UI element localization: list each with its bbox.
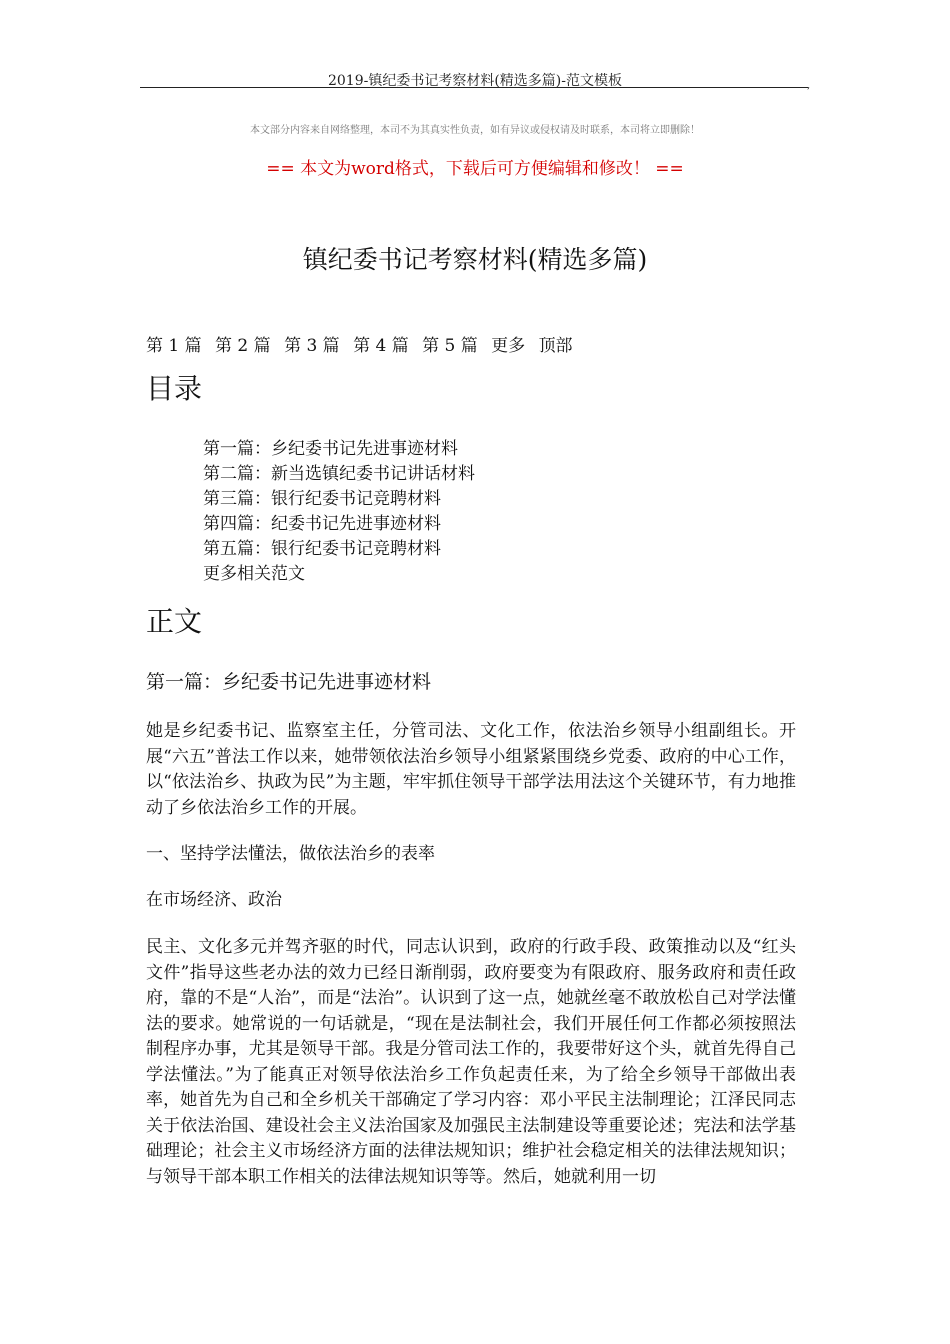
toc-item-2[interactable]: 第二篇：新当选镇纪委书记讲话材料 [203, 464, 475, 484]
section-title: 第一篇：乡纪委书记先进事迹材料 [146, 671, 432, 693]
nav-link-part-2[interactable]: 第 2 篇 [215, 336, 271, 356]
toc-item-5[interactable]: 第五篇：银行纪委书记竞聘材料 [203, 539, 441, 559]
table-of-contents [203, 437, 475, 587]
paragraph-fragment: 在市场经济、政治 [146, 890, 282, 910]
toc-item-more[interactable]: 更多相关范文 [203, 564, 305, 584]
subheading-1: 一、坚持学法懂法，做依法治乡的表率 [146, 844, 435, 864]
document-title: 镇纪委书记考察材料(精选多篇) [302, 245, 648, 274]
nav-link-more[interactable]: 更多 [491, 336, 526, 356]
nav-link-part-3[interactable]: 第 3 篇 [284, 336, 340, 356]
toc-item-3[interactable]: 第三篇：银行纪委书记竞聘材料 [203, 489, 441, 509]
nav-link-top[interactable]: 顶部 [538, 336, 573, 356]
nav-link-part-5[interactable]: 第 5 篇 [422, 336, 478, 356]
page-header-title: 2019-镇纪委书记考察材料(精选多篇)-范文模板 [327, 73, 622, 89]
header-divider [140, 87, 808, 88]
toc-item-1[interactable]: 第一篇：乡纪委书记先进事迹材料 [203, 439, 458, 459]
toc-heading: 目录 [146, 372, 203, 405]
nav-link-part-4[interactable]: 第 4 篇 [353, 336, 409, 356]
section-nav [146, 331, 581, 356]
header-mark: , [807, 80, 811, 91]
paragraph-intro: 她是乡纪委书记、监察室主任，分管司法、文化工作，依法治乡领导小组副组长。开展“六五”普法工作以来，她带领依法治乡领导小组紧紧围绕乡党委、政府的中心工作，以“依法治乡、执政为民”为主题，牢牢抓住领导干部学法用法这个关键环节，有力地推动了乡依法治乡工作的开展。 [146, 721, 796, 818]
nav-link-part-1[interactable]: 第 1 篇 [146, 336, 202, 356]
word-format-banner: == 本文为word格式，下载后可方便编辑和修改！ == [266, 159, 684, 179]
body-heading: 正文 [146, 605, 203, 638]
paragraph-main: 民主、文化多元并驾齐驱的时代，同志认识到，政府的行政手段、政策推动以及“红头文件”指导这些老办法的效力已经日渐削弱，政府要变为有限政府、服务政府和责任政府，靠的不是“人治”，而是“法治”。认识到了这一点，她就丝毫不敢放松自己对学法懂法的要求。她常说的一句话就是，“现在是法制社会，我们开展任何工作都必须按照法制程序办事，尤其是领导干部。我是分管司法工作的，我要带好这个头，就首先得自己学法懂法。”为了能真正对领导依法治乡工作负起责任来，为了给全乡领导干部做出表率，她首先为自己和全乡机关干部确定了学习内容：邓小平民主法制理论；江泽民同志关于依法治国、建设社会主义法治国家及加强民主法制建设等重要论述；宪法和法学基础理论；社会主义市场经济方面的法律法规知识；维护社会稳定相关的法律法规知识；与领导干部本职工作相关的法律法规知识等等。然后，她就利用一切 [146, 937, 796, 1187]
disclaimer-text: 本文部分内容来自网络整理，本司不为其真实性负责，如有异议或侵权请及时联系，本司将立即删除！ [250, 125, 700, 136]
toc-item-4[interactable]: 第四篇：纪委书记先进事迹材料 [203, 514, 441, 534]
